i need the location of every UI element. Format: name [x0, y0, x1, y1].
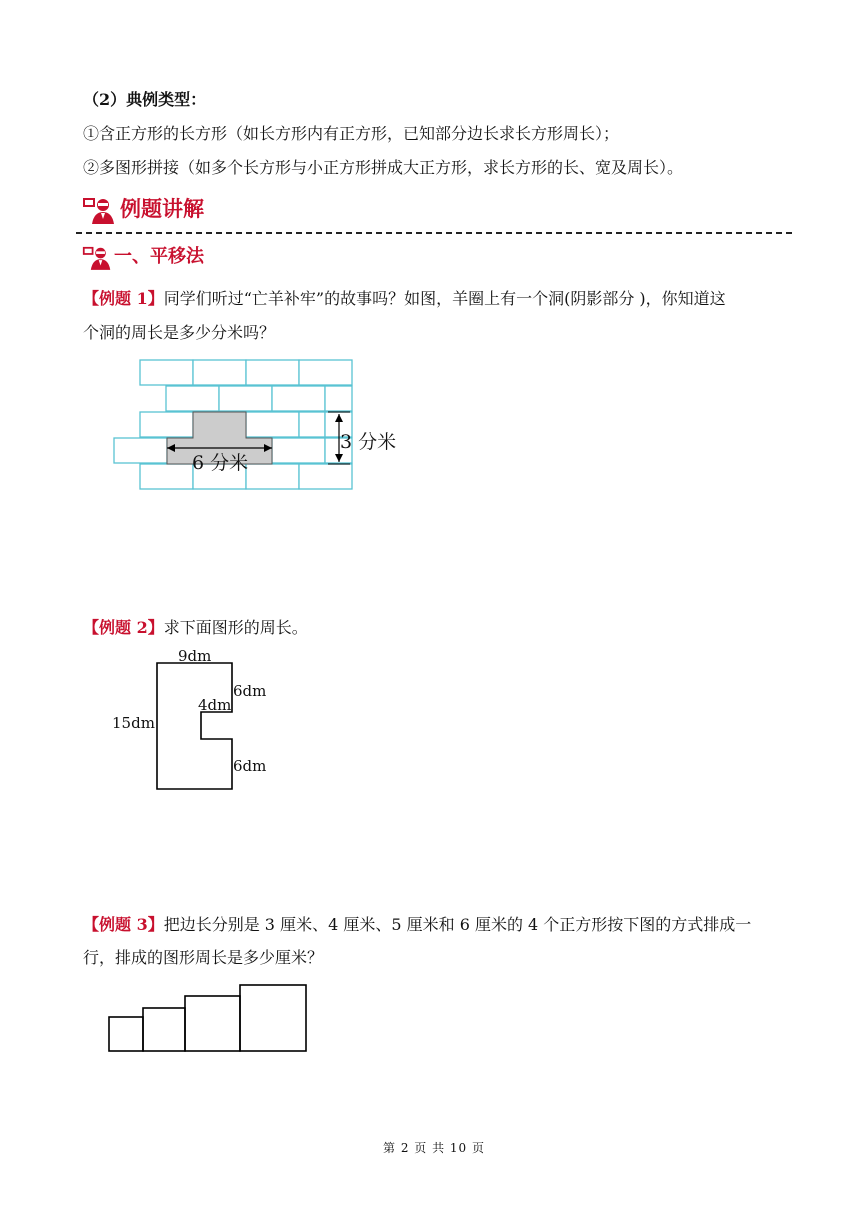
- squares-row-figure: [100, 975, 315, 1060]
- example-2-text: 求下面图形的周长。: [163, 618, 308, 637]
- section-divider: [76, 232, 792, 234]
- example-1-line-1: [83, 289, 726, 309]
- example-3-line-1: [83, 915, 751, 935]
- notch-label: 4dm: [198, 696, 232, 714]
- notched-shape-figure: [110, 642, 280, 797]
- height-label: 3 分米: [340, 431, 397, 453]
- teacher-icon: [82, 244, 112, 271]
- square-5: [185, 996, 240, 1051]
- right-top-label: 6dm: [233, 682, 267, 700]
- example-3-tag: 【例题 3】: [83, 915, 164, 934]
- example-1-line-2: 个洞的周长是多少分米吗？: [83, 323, 276, 342]
- square-3: [109, 1017, 143, 1051]
- example-2-tag: 【例题 2】: [83, 618, 164, 637]
- example-2-line-1: [83, 618, 308, 638]
- example-1-text: 同学们听过“亡羊补牢”的故事吗？如图，羊圈上有一个洞(阴影部分 )，你知道这: [163, 289, 726, 308]
- intro-item-2: ②多图形拼接（如多个长方形与小正方形拼成大正方形，求长方形的长、宽及周长）。: [83, 158, 684, 177]
- right-bottom-label: 6dm: [233, 757, 267, 775]
- example-3-line-2: 行，排成的图形周长是多少厘米？: [83, 948, 324, 967]
- square-6: [240, 985, 306, 1051]
- width-label: 6 分米: [192, 452, 249, 474]
- top-label: 9dm: [178, 647, 212, 665]
- teacher-icon: [82, 195, 116, 225]
- square-4: [143, 1008, 185, 1051]
- page-footer: 第 2 页 共 10 页: [383, 1141, 485, 1155]
- left-label: 15dm: [112, 714, 155, 732]
- intro-heading: （2）典例类型：: [83, 90, 207, 109]
- example-3-text: 把边长分别是 3 厘米、4 厘米、5 厘米和 6 厘米的 4 个正方形按下图的方式排成一: [163, 915, 752, 934]
- example-1-tag: 【例题 1】: [83, 289, 164, 308]
- brick-wall-figure: [110, 355, 420, 495]
- subsection-title: 一、平移法: [114, 246, 204, 267]
- section-title: 例题讲解: [120, 197, 204, 221]
- intro-item-1: ①含正方形的长方形（如长方形内有正方形，已知部分边长求长方形周长）；: [83, 124, 620, 143]
